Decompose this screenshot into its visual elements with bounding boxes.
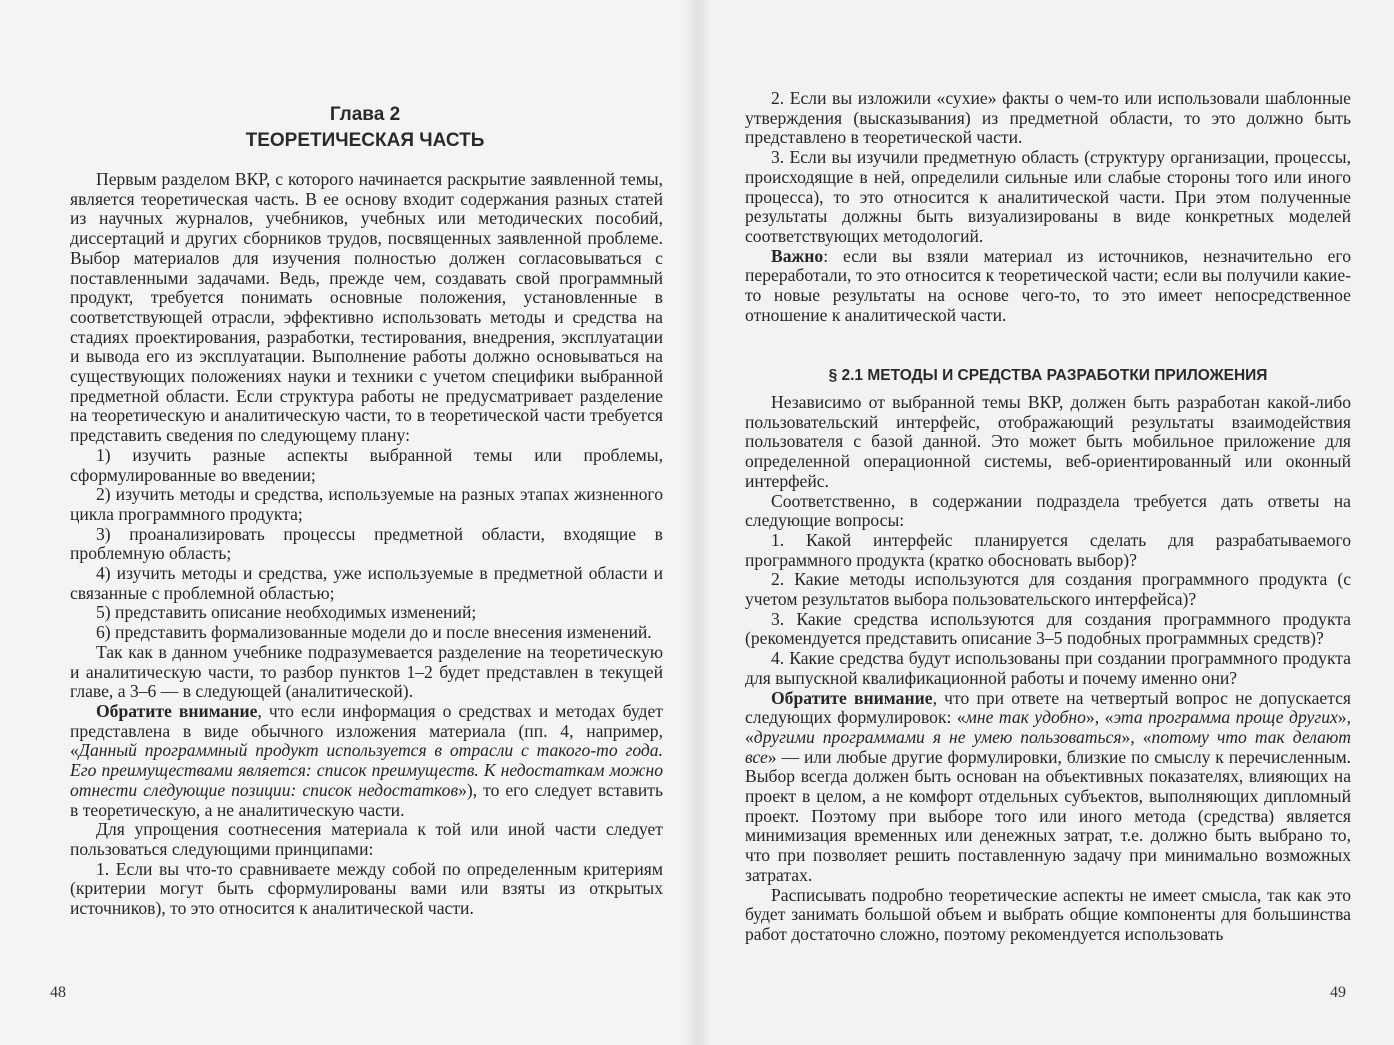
list-item: 4) изучить методы и средства, уже используемые в предметной области и связанные с проблемной областью; xyxy=(70,563,663,603)
note-paragraph xyxy=(745,689,1351,886)
question-item: 1. Какой интерфейс планируется сделать для разрабатываемого программного продукта (кратко обосновать выбор)? xyxy=(745,529,1351,570)
list-item: 2) изучить методы и средства, используемые на разных этапах жизненного цикла программного продукта; xyxy=(70,484,663,524)
paragraph: 3. Если вы изучили предметную область (структуру организации, процессы, происходящие в ней, определили сильные или слабые стороны того или иного процесса), то это относится к аналитической части. При этом полученные результаты должны быть визуализированы в виде конкретных моделей соответствующих методологий. xyxy=(745,147,1351,246)
paragraph: Для упрощения соотнесения материала к той или иной части следует пользоваться следующими принципами: xyxy=(70,819,663,859)
quote-separator: », « xyxy=(745,707,1351,747)
paragraph: Соответственно, в содержании подраздела требуется дать ответы на следующие вопросы: xyxy=(745,490,1351,531)
page-number-right: 49 xyxy=(1330,984,1346,1001)
note-text-end: »), то его следует вставить в теоретическую, а не аналитическую части. xyxy=(70,779,663,820)
list-item: 1) изучить разные аспекты выбранной темы или проблемы, сформулированные во введении; xyxy=(70,444,663,485)
note-label: Обратите внимание xyxy=(771,687,933,708)
question-item: 2. Какие методы используются для создания программного продукта (с учетом результатов выбора пользовательского интерфейса)? xyxy=(745,569,1351,610)
list-item: 3) проанализировать процессы предметной области, входящие в проблемную область; xyxy=(70,523,663,564)
note-text: , что при ответе на четвертый вопрос не допускается следующих формулировок: « xyxy=(745,687,1352,728)
paragraph: Первым разделом ВКР, с которого начинается раскрытие заявленной темы, является теоретическая часть. В ее основу входит содержания разных статей из научных журналов, учебников, учебных или методических пособий, диссертаций и других сборников трудов, посвященных заявленной проблеме. Выбор материалов для изучения полностью должен согласовываться с поставленными задачами. Ведь, прежде чем, создавать свой программный продукт, требуется понимать основные положения, установленные в соответствующей отрасли, эффективно использовать методы и средства на стадиях проектирования, разработки, тестирования, внедрения, эксплуатации и вывода его из эксплуатации. Выполнение работы должно основываться на существующих положениях науки и техники с учетом специфики выбранной предметной области. Если структура работы не предусматривает разделение на теоретическую и аналитическую части, то в теоретической части требуется представить сведения по следующему плану: xyxy=(70,169,663,446)
question-item: 4. Какие средства будут использованы при создании программного продукта для выпускной квалификационной работы и почему именно они? xyxy=(745,648,1351,688)
important-paragraph xyxy=(745,247,1351,326)
quote-separator: », « xyxy=(1085,707,1114,728)
note-paragraph xyxy=(70,702,663,820)
note-label: Обратите внимание xyxy=(96,700,258,721)
note-text: , что если информация о средствах и методах будет представлена в виде обычного изложения материала (пп. 4, например, « xyxy=(70,700,663,761)
book-gutter-shadow xyxy=(682,0,712,1045)
question-item: 3. Какие средства используются для создания программного продукта (рекомендуется представить описание 3–5 подобных программных средств)? xyxy=(745,608,1351,649)
quote-separator: », « xyxy=(1121,726,1152,747)
paragraph: 1. Если вы что-то сравниваете между собой по определенным критериям (критерии могут быть сформулированы вами или взяты из открытых источников), то это относится к аналитической части. xyxy=(70,858,663,919)
quote-2: эта программа проще других xyxy=(1113,707,1338,728)
important-label: Важно xyxy=(771,245,824,266)
chapter-heading xyxy=(70,102,660,154)
page-number-left: 48 xyxy=(50,984,66,1001)
chapter-number: Глава 2 xyxy=(329,104,401,125)
quote-3: другими программами я не умею пользоваться xyxy=(753,726,1122,747)
right-body-text-bottom xyxy=(745,393,1351,945)
list-item: 6) представить формализованные модели до и после внесения изменений. xyxy=(96,622,652,643)
chapter-title: ТЕОРЕТИЧЕСКАЯ ЧАСТЬ xyxy=(245,130,485,151)
left-body-text xyxy=(70,170,663,919)
paragraph: Независимо от выбранной темы ВКР, должен быть разработан какой-либо пользовательский интерфейс, отображающий результаты взаимодействия пользователя с базой данной. Это может быть мобильное приложение для определенной операционной системы, веб-ориентированный или оконный интерфейс. xyxy=(745,392,1351,491)
quote-4: потому что так делают все xyxy=(745,726,1352,767)
right-body-text-top xyxy=(745,89,1351,325)
note-text-end: » — или любые другие формулировки, близкие по смыслу к перечисленным. Выбор всегда должен быть основан на объективных показателях, влияющих на проект в целом, а не комфорт отдельных субъектов, выполняющих дипломный проект. Поэтому при выборе того или иного метода (средства) является минимизация временных или денежных затрат, т.е. должно быть выбрано то, что при позволяет решить поставленную задачу при минимально возможных затратах. xyxy=(745,746,1351,885)
quote-1: мне так удобно xyxy=(965,707,1086,728)
paragraph: Так как в данном учебнике подразумевается разделение на теоретическую и аналитическую части, то разбор пунктов 1–2 будет представлен в текущей главе, а 3–6 — в следующей (аналитической). xyxy=(70,641,663,702)
list-item: 5) представить описание необходимых изменений; xyxy=(96,602,477,623)
note-example: Данный программный продукт используется в отрасли с такого-то года. Его преимуществами является: список преимуществ. К недостаткам можно отнести следующие позиции: список недостатков xyxy=(70,740,663,800)
paragraph: 2. Если вы изложили «сухие» факты о чем-то или использовали шаблонные утверждения (высказывания) из предметной области, то это должно быть представлено в теоретической части. xyxy=(745,88,1351,148)
paragraph: Расписывать подробно теоретические аспекты не имеет смысла, так как это будет занимать большой объем и выбрать общие компоненты для большинства работ достаточно сложно, поэтому рекомендуется использовать xyxy=(745,884,1351,944)
important-text: : если вы взяли материал из источников, незначительно его переработали, то это относится к теоретической части; если вы получили какие-то новые результаты на основе чего-то, то это имеет непосредственное отношение к аналитической части. xyxy=(745,245,1351,325)
section-title: § 2.1 МЕТОДЫ И СРЕДСТВА РАЗРАБОТКИ ПРИЛОЖЕНИЯ xyxy=(828,367,1268,384)
